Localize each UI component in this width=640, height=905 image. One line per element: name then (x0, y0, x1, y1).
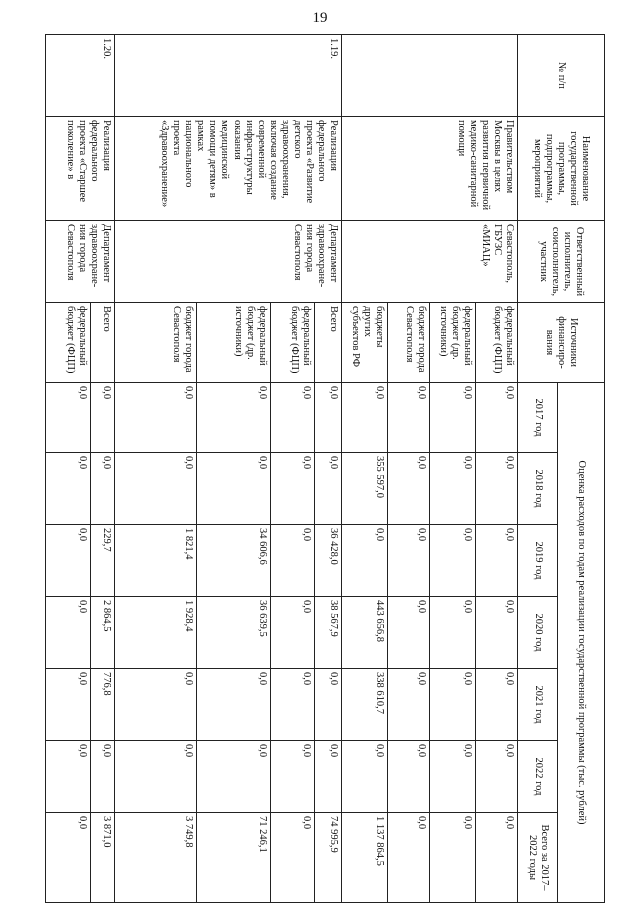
source-cell: бюджет города Севастополя (387, 303, 429, 383)
value-cell: 0,0 (270, 453, 315, 525)
value-cell: 0,0 (342, 525, 388, 597)
value-cell: 0,0 (115, 453, 197, 525)
value-cell: 0,0 (46, 597, 91, 669)
value-cell: 0,0 (270, 741, 315, 813)
header-executor: Ответственный исполнитель, соисполнитель, участник (518, 221, 605, 303)
measure-name: Реализация федерального проекта «Развитие детского здравоохранения, включая создание современной инфраструктуры оказания медицинской помощи детям» в рамках национального проекта «Здравоохранение» (115, 117, 342, 221)
value-cell: 0,0 (475, 453, 517, 525)
source-cell: федеральный бюджет (ФЦП) (475, 303, 517, 383)
value-cell: 0,0 (430, 813, 476, 903)
value-cell: 0,0 (387, 597, 429, 669)
value-cell: 0,0 (46, 453, 91, 525)
table-row (90, 35, 114, 903)
value-cell: 0,0 (475, 813, 517, 903)
value-cell: 229,7 (90, 525, 114, 597)
source-cell: федеральный бюджет (др. источники) (197, 303, 270, 383)
value-cell: 0,0 (430, 525, 476, 597)
rotated-table-sheet (45, 34, 605, 902)
value-cell: 0,0 (197, 669, 270, 741)
value-cell: 0,0 (387, 741, 429, 813)
value-cell: 0,0 (46, 741, 91, 813)
row-num-empty (342, 35, 518, 117)
value-cell: 0,0 (315, 669, 342, 741)
value-cell: 0,0 (430, 453, 476, 525)
value-cell: 36 639,5 (197, 597, 270, 669)
value-cell: 0,0 (115, 383, 197, 453)
page-number: 19 (312, 10, 328, 26)
header-year-2017: 2017 год (518, 383, 558, 453)
value-cell: 0,0 (430, 669, 476, 741)
value-cell: 0,0 (270, 813, 315, 903)
value-cell: 1 928,4 (115, 597, 197, 669)
header-year-2022: 2022 год (518, 741, 558, 813)
value-cell: 0,0 (342, 741, 388, 813)
value-cell: 0,0 (475, 525, 517, 597)
value-cell: 0,0 (46, 669, 91, 741)
value-cell: 0,0 (270, 669, 315, 741)
value-cell: 0,0 (270, 383, 315, 453)
source-cell: федеральный бюджет (ФЦП) (270, 303, 315, 383)
value-cell: 0,0 (115, 669, 197, 741)
value-cell: 2 864,5 (90, 597, 114, 669)
value-cell: 0,0 (475, 669, 517, 741)
value-cell: 0,0 (270, 597, 315, 669)
header-year-2018: 2018 год (518, 453, 558, 525)
measure-executor: Севастополь, ГБУЗС «МИАЦ» (342, 221, 518, 303)
value-cell: 0,0 (387, 813, 429, 903)
value-cell: 0,0 (46, 813, 91, 903)
value-cell: 443 656,8 (342, 597, 388, 669)
header-num: № п/п (518, 35, 605, 117)
measure-name: Реализация федерального проекта «Старшее поколение» в (46, 117, 115, 221)
value-cell: 0,0 (90, 453, 114, 525)
value-cell: 1 137 864,5 (342, 813, 388, 903)
header-estimate: Оценка расходов по годам реализации государственной программы (тыс. рублей) (558, 383, 605, 903)
value-cell: 0,0 (475, 597, 517, 669)
measure-name: Правительством Москвы в целях развития первичной медико-санитарной помощи (342, 117, 518, 221)
value-cell: 0,0 (315, 383, 342, 453)
measure-executor: Департамент здравоохране-ния города Севастополя (46, 221, 115, 303)
value-cell: 0,0 (197, 741, 270, 813)
value-cell: 0,0 (115, 741, 197, 813)
source-cell: Всего (315, 303, 342, 383)
value-cell: 0,0 (475, 383, 517, 453)
value-cell: 0,0 (387, 669, 429, 741)
value-cell: 3 749,8 (115, 813, 197, 903)
row-num: 1.20. (46, 35, 115, 117)
value-cell: 0,0 (387, 383, 429, 453)
header-source: Источники финансиро-вания (518, 303, 605, 383)
value-cell: 0,0 (46, 525, 91, 597)
value-cell: 338 610,7 (342, 669, 388, 741)
value-cell: 0,0 (430, 597, 476, 669)
value-cell: 36 428,0 (315, 525, 342, 597)
header-year-2019: 2019 год (518, 525, 558, 597)
header-total: Всего за 2017–2022 годы (518, 813, 558, 903)
value-cell: 0,0 (475, 741, 517, 813)
source-cell: федеральный бюджет (ФЦП) (46, 303, 91, 383)
value-cell: 0,0 (387, 525, 429, 597)
source-cell: Всего (90, 303, 114, 383)
source-cell: бюджеты других субъектов РФ (342, 303, 388, 383)
value-cell: 38 567,9 (315, 597, 342, 669)
value-cell: 0,0 (90, 741, 114, 813)
value-cell: 0,0 (197, 383, 270, 453)
value-cell: 0,0 (430, 741, 476, 813)
value-cell: 355 597,0 (342, 453, 388, 525)
value-cell: 0,0 (197, 453, 270, 525)
table-row (475, 35, 517, 903)
value-cell: 0,0 (315, 741, 342, 813)
value-cell: 0,0 (342, 383, 388, 453)
value-cell: 776,8 (90, 669, 114, 741)
value-cell: 0,0 (90, 383, 114, 453)
source-cell: бюджет города Севастополя (115, 303, 197, 383)
value-cell: 0,0 (387, 453, 429, 525)
value-cell: 71 246,1 (197, 813, 270, 903)
value-cell: 74 995,9 (315, 813, 342, 903)
value-cell: 0,0 (270, 525, 315, 597)
row-num: 1.19. (115, 35, 342, 117)
table-row (315, 35, 342, 903)
value-cell: 34 606,6 (197, 525, 270, 597)
value-cell: 1 821,4 (115, 525, 197, 597)
value-cell: 0,0 (46, 383, 91, 453)
value-cell: 3 871,0 (90, 813, 114, 903)
value-cell: 0,0 (430, 383, 476, 453)
measure-executor: Департамент здравоохране-ния города Севастополя (115, 221, 342, 303)
header-name: Наименование государственной программы, подпрограммы, мероприятий (518, 117, 605, 221)
header-year-2021: 2021 год (518, 669, 558, 741)
expenditure-table (45, 34, 605, 903)
value-cell: 0,0 (315, 453, 342, 525)
source-cell: федеральный бюджет (др. источники) (430, 303, 476, 383)
header-year-2020: 2020 год (518, 597, 558, 669)
